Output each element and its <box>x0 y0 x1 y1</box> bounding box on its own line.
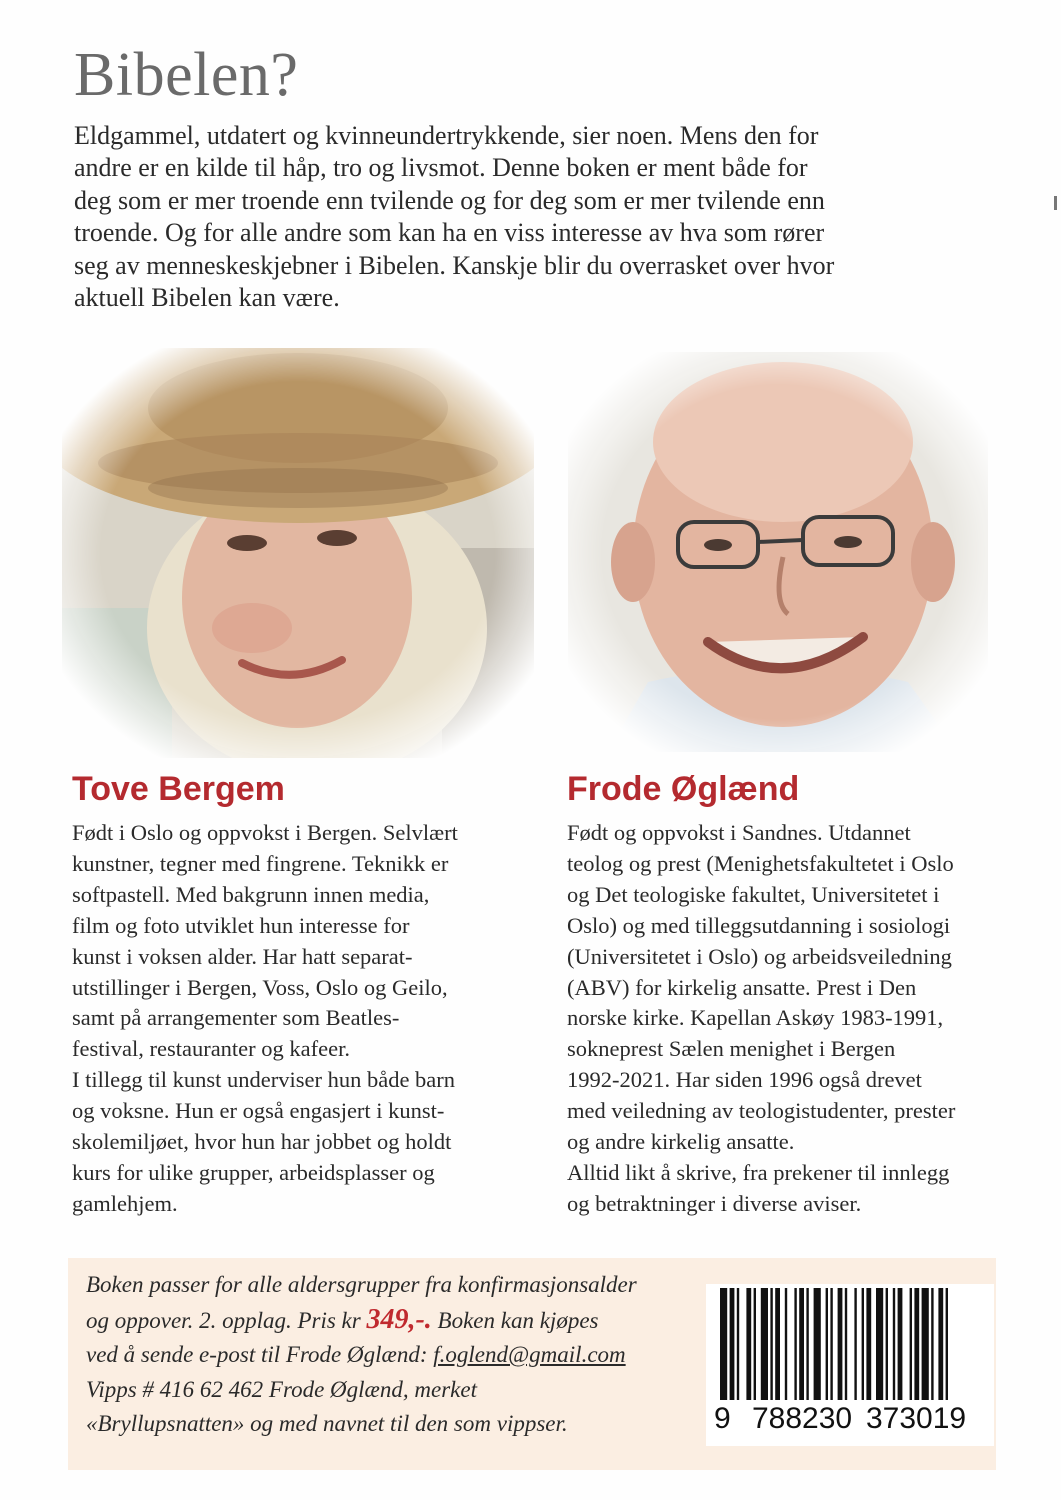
barcode-bar <box>931 1288 933 1400</box>
info-text-segment: ved å sende e-post til Frode Øglænd: <box>86 1342 434 1367</box>
bio-line: (ABV) for kirkelig ansatte. Prest i Den <box>567 974 917 1000</box>
author-photo-frode <box>568 352 988 752</box>
barcode-bar <box>806 1288 808 1400</box>
barcode-bar <box>785 1288 787 1400</box>
intro-text <box>74 120 974 314</box>
bio-line: Født i Oslo og oppvokst i Bergen. Selvlært <box>72 820 458 845</box>
barcode-bar <box>893 1288 895 1400</box>
page-title: Bibelen? <box>74 41 299 109</box>
bio-line: film og foto utviklet hun interesse for <box>72 912 410 938</box>
intro-line: andre er en kilde til håp, tro og livsmot. Denne boken er ment både for <box>74 153 808 183</box>
bio-line: samt på arrangementer som Beatles- <box>72 1005 400 1031</box>
barcode-bar <box>746 1288 751 1400</box>
bio-line: softpastell. Med bakgrunn innen media, <box>72 881 430 907</box>
barcode-right-group: 373019 <box>866 1402 967 1435</box>
intro-line: troende. Og for alle andre som kan ha en viss interesse av hva som rører <box>74 218 825 248</box>
barcode-bar <box>854 1288 856 1400</box>
purchase-info-text <box>86 1268 706 1442</box>
barcode-bar <box>770 1288 772 1400</box>
woman-portrait-icon <box>62 348 534 758</box>
info-line <box>86 1303 706 1339</box>
email-link[interactable]: f.oglend@gmail.com <box>433 1342 626 1367</box>
info-line: Boken passer for alle aldersgrupper fra konfirmasjonsalder <box>86 1272 637 1297</box>
bio-line: teolog og prest (Menighetsfakultetet i Oslo <box>567 850 954 876</box>
bio-line: Oslo) og med tilleggsutdanning i sosiologi <box>567 912 951 938</box>
bio-line: norske kirke. Kapellan Askøy 1983-1991, <box>567 1005 944 1031</box>
bio-line: skolemiljøet, hvor hun har jobbet og holdt <box>72 1129 452 1155</box>
barcode-bar <box>761 1288 768 1400</box>
bio-line: med veiledning av teologistudenter, prester <box>567 1098 956 1124</box>
bio-line: festival, restauranter og kafeer. <box>72 1036 350 1062</box>
barcode-bar <box>754 1288 756 1400</box>
barcode-bar <box>862 1288 864 1400</box>
author-name-tove: Tove Bergem <box>72 770 285 808</box>
bio-line: (Universitetet i Oslo) og arbeidsveiledning <box>567 943 952 969</box>
bio-line: gamlehjem. <box>72 1190 178 1216</box>
barcode-bar <box>737 1288 739 1400</box>
bio-line: I tillegg til kunst underviser hun både barn <box>72 1067 456 1093</box>
bio-line: kunst i voksen alder. Har hatt separat- <box>72 943 413 969</box>
author-name-frode: Frode Øglænd <box>567 770 800 808</box>
bio-line: og voksne. Hun er også engasjert i kunst- <box>72 1098 445 1124</box>
isbn-barcode <box>706 1284 994 1446</box>
barcode-bar <box>910 1288 912 1400</box>
barcode-bar <box>720 1288 727 1400</box>
barcode-bar <box>838 1288 843 1400</box>
barcode-bar <box>794 1288 796 1400</box>
author-bio-frode <box>567 818 1017 1220</box>
barcode-bar <box>730 1288 735 1400</box>
bio-line: utstillinger i Bergen, Voss, Oslo og Geilo, <box>72 974 448 1000</box>
man-portrait-icon <box>568 352 988 752</box>
barcode-bar <box>886 1288 888 1400</box>
bio-line: og andre kirkelig ansatte. <box>567 1129 795 1155</box>
page-edge-mark <box>1054 196 1057 210</box>
author-photo-tove <box>62 348 534 758</box>
intro-line: aktuell Bibelen kan være. <box>74 283 340 313</box>
barcode-first-digit: 9 <box>714 1402 731 1435</box>
bio-line: 1992-2021. Har siden 1996 også drevet <box>567 1067 922 1093</box>
ean13-barcode-icon <box>706 1284 994 1402</box>
bio-line: og Det teologiske fakultet, Universitetet i <box>567 881 940 907</box>
barcode-bar <box>866 1288 871 1400</box>
barcode-bar <box>938 1288 943 1400</box>
author-bio-tove <box>72 818 542 1220</box>
intro-line: Eldgammel, utdatert og kvinneundertrykkende, sier noen. Mens den for <box>74 121 819 150</box>
barcode-left-group: 788230 <box>752 1402 853 1435</box>
info-text-segment: Boken kan kjøpes <box>431 1307 599 1333</box>
bio-line: kurs for ulike grupper, arbeidsplasser og <box>72 1159 435 1185</box>
barcode-bar <box>799 1288 804 1400</box>
info-text-segment: og oppover. 2. opplag. Pris kr <box>86 1307 367 1333</box>
bio-line: Født og oppvokst i Sandnes. Utdannet <box>567 820 911 845</box>
barcode-bar <box>826 1288 828 1400</box>
bio-line: sokneprest Sælen menighet i Bergen <box>567 1036 896 1062</box>
barcode-bar <box>775 1288 780 1400</box>
bio-line: Alltid likt å skrive, fra prekener til innlegg <box>567 1159 950 1185</box>
barcode-bar <box>814 1288 821 1400</box>
intro-line: deg som er mer troende enn tvilende og for deg som er mer tvilende enn <box>74 185 825 215</box>
barcode-bar <box>922 1288 929 1400</box>
barcode-bar <box>845 1288 847 1400</box>
barcode-bar <box>830 1288 832 1400</box>
bio-line: kunstner, tegner med fingrene. Teknikk er <box>72 850 449 876</box>
price-value: 349,-. <box>366 1303 432 1335</box>
info-line: «Bryllupsnatten» og med navnet til den som vippser. <box>86 1411 568 1436</box>
barcode-bar <box>898 1288 903 1400</box>
bio-line: og betraktninger i diverse aviser. <box>567 1190 862 1216</box>
barcode-bar <box>876 1288 883 1400</box>
barcode-digits <box>706 1402 994 1442</box>
intro-line: seg av menneskeskjebner i Bibelen. Kanskje blir du overrasket over hvor <box>74 250 835 280</box>
info-line <box>86 1338 706 1373</box>
barcode-bar <box>946 1288 948 1400</box>
barcode-bar <box>914 1288 919 1400</box>
info-line: Vipps # 416 62 462 Frode Øglænd, merket <box>86 1376 477 1402</box>
